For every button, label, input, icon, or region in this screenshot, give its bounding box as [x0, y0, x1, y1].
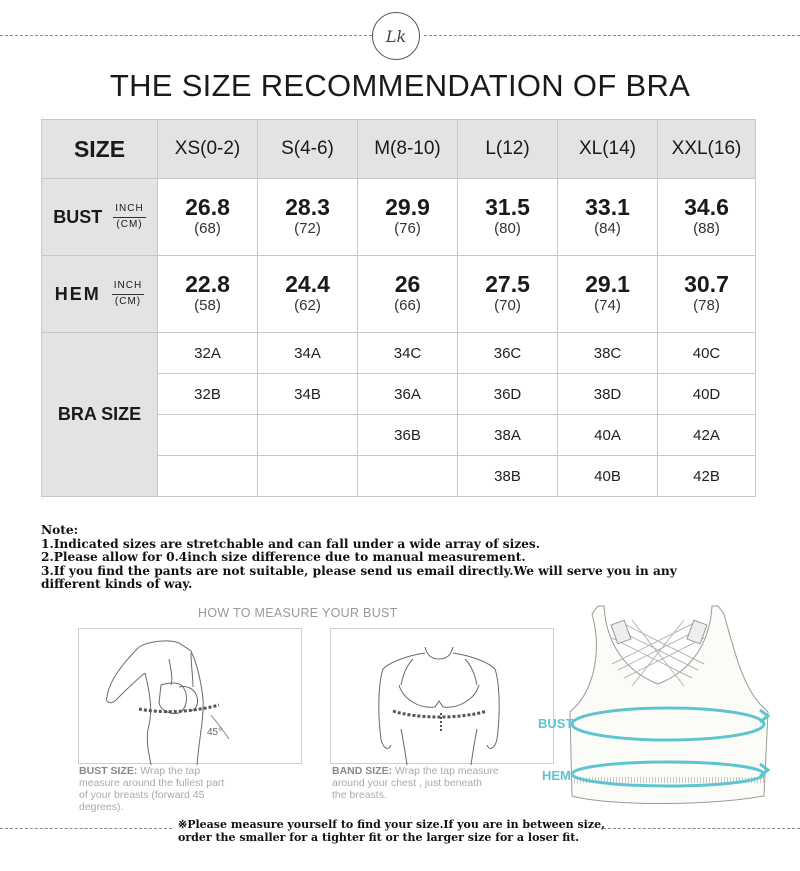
bra-size-cell: 32B — [158, 374, 258, 415]
hem-inch: 29.1 — [585, 271, 630, 297]
bust-cm: (72) — [294, 220, 321, 237]
hem-inch: 22.8 — [185, 271, 230, 297]
bust-cell — [158, 179, 258, 256]
hem-cell — [558, 256, 658, 333]
hem-cm: (58) — [194, 297, 221, 314]
unit-inch: INCH — [113, 203, 145, 218]
hem-inch: 30.7 — [684, 271, 729, 297]
hem-cell — [358, 256, 458, 333]
hem-cell — [458, 256, 558, 333]
hem-cm: (66) — [394, 297, 421, 314]
hem-cell — [258, 256, 358, 333]
hem-cm: (70) — [494, 297, 521, 314]
bust-caption-title: BUST SIZE: — [79, 765, 138, 777]
band-caption-line: around your chest , just beneath — [332, 777, 483, 789]
bra-size-cell — [158, 415, 258, 456]
footer-divider-right — [603, 828, 800, 829]
bra-size-cell — [358, 456, 458, 497]
bust-inch: 28.3 — [285, 194, 330, 220]
bra-size-cell: 36A — [358, 374, 458, 415]
bra-size-row — [42, 333, 756, 374]
footer-divider-left — [0, 828, 172, 829]
bust-cell — [358, 179, 458, 256]
brand-logo — [372, 12, 420, 60]
unit-cm: (CM) — [114, 295, 142, 307]
bust-cm: (76) — [394, 220, 421, 237]
size-col-l: L(12) — [458, 120, 558, 179]
bra-size-cell: 38B — [458, 456, 558, 497]
bust-inch: 33.1 — [585, 194, 630, 220]
bra-size-cell: 40C — [658, 333, 756, 374]
notes-block — [41, 524, 771, 592]
band-figure-icon — [331, 629, 555, 765]
bra-size-cell: 42A — [658, 415, 756, 456]
page-title: THE SIZE RECOMMENDATION OF BRA — [109, 68, 691, 103]
header-divider-left — [0, 35, 372, 36]
band-caption-line: Wrap the tap measure — [395, 765, 499, 777]
bust-cm: (84) — [594, 220, 621, 237]
hem-cell — [158, 256, 258, 333]
size-col-xxl: XXL(16) — [658, 120, 756, 179]
header-divider-right — [424, 35, 800, 36]
unit-fraction — [112, 280, 144, 308]
bra-size-cell: 36B — [358, 415, 458, 456]
bra-size-cell: 32A — [158, 333, 258, 374]
bra-size-cell: 34C — [358, 333, 458, 374]
hem-inch: 26 — [394, 271, 421, 297]
hem-inch: 24.4 — [285, 271, 330, 297]
bra-size-cell — [258, 415, 358, 456]
band-caption-title: BAND SIZE: — [332, 765, 393, 777]
note-line: 2.Please allow for 0.4inch size difference due to manual measurement. — [41, 550, 526, 564]
bust-row-header — [42, 179, 158, 256]
logo-text: Lk — [385, 26, 407, 46]
bra-size-cell: 38C — [558, 333, 658, 374]
bra-size-cell: 34A — [258, 333, 358, 374]
hem-band-label: HEM — [542, 768, 571, 783]
bust-cm: (88) — [693, 220, 720, 237]
footnote — [178, 818, 605, 844]
sports-bra-illustration — [528, 600, 788, 810]
bra-size-cell: 40B — [558, 456, 658, 497]
unit-cm: (CM) — [116, 218, 143, 230]
unit-inch: INCH — [112, 280, 144, 295]
bra-size-cell: 36C — [458, 333, 558, 374]
size-col-xs: XS(0-2) — [158, 120, 258, 179]
bust-inch: 26.8 — [185, 194, 230, 220]
hem-label: HEM — [54, 283, 101, 304]
band-size-caption — [332, 765, 532, 801]
hem-cm: (78) — [693, 297, 720, 314]
note-line: different kinds of way. — [41, 577, 193, 591]
measure-heading: HOW TO MEASURE YOUR BUST — [198, 606, 398, 620]
unit-fraction — [113, 203, 145, 231]
bust-row — [42, 179, 756, 256]
bust-cell — [458, 179, 558, 256]
bust-inch: 29.9 — [385, 194, 430, 220]
note-line: 3.If you find the pants are not suitable, please send us email directly.We will serve you in any — [41, 563, 677, 578]
hem-cell — [658, 256, 756, 333]
hem-cm: (62) — [294, 297, 321, 314]
bust-caption-line: degrees). — [79, 801, 124, 813]
hem-inch: 27.5 — [485, 271, 530, 297]
bust-caption-line: measure around the fullest part — [79, 777, 225, 789]
bust-figure-icon — [79, 629, 303, 765]
band-caption-line: the breasts. — [332, 789, 387, 801]
size-corner-label: SIZE — [42, 120, 158, 179]
bust-cm: (68) — [194, 220, 221, 237]
bra-size-cell: 38A — [458, 415, 558, 456]
bra-size-cell: 36D — [458, 374, 558, 415]
bra-size-cell — [258, 456, 358, 497]
bust-cell — [258, 179, 358, 256]
bra-size-cell: 40A — [558, 415, 658, 456]
hem-row-header — [42, 256, 158, 333]
size-col-m: M(8-10) — [358, 120, 458, 179]
bust-band-label: BUST — [538, 716, 574, 731]
bust-cm: (80) — [494, 220, 521, 237]
bra-size-cell: 40D — [658, 374, 756, 415]
bust-inch: 31.5 — [485, 194, 530, 220]
size-col-xl: XL(14) — [558, 120, 658, 179]
size-col-s: S(4-6) — [258, 120, 358, 179]
bust-inch: 34.6 — [684, 194, 729, 220]
size-table — [41, 119, 756, 497]
bra-size-cell — [158, 456, 258, 497]
bust-cell — [558, 179, 658, 256]
footnote-line: order the smaller for a tighter fit or the larger size for a loser fit. — [178, 831, 580, 844]
band-measure-illustration — [330, 628, 554, 764]
bust-cell — [658, 179, 756, 256]
hem-row — [42, 256, 756, 333]
bra-size-cell: 42B — [658, 456, 756, 497]
bust-caption-line: Wrap the tap — [140, 765, 201, 777]
notes-heading: Note: — [41, 523, 79, 537]
footnote-line: ※Please measure yourself to find your size.If you are in between size, — [178, 818, 605, 831]
bust-caption-line: of your breasts (forward 45 — [79, 789, 205, 801]
angle-label: 45° — [207, 727, 223, 738]
hem-cm: (74) — [594, 297, 621, 314]
bust-label: BUST — [53, 206, 103, 227]
note-line: 1.Indicated sizes are stretchable and can fall under a wide array of sizes. — [41, 536, 540, 551]
bra-size-cell: 38D — [558, 374, 658, 415]
bra-size-label: BRA SIZE — [42, 333, 158, 497]
bra-size-cell: 34B — [258, 374, 358, 415]
size-header-row — [42, 120, 756, 179]
bust-measure-illustration — [78, 628, 302, 764]
bust-size-caption — [79, 765, 279, 813]
